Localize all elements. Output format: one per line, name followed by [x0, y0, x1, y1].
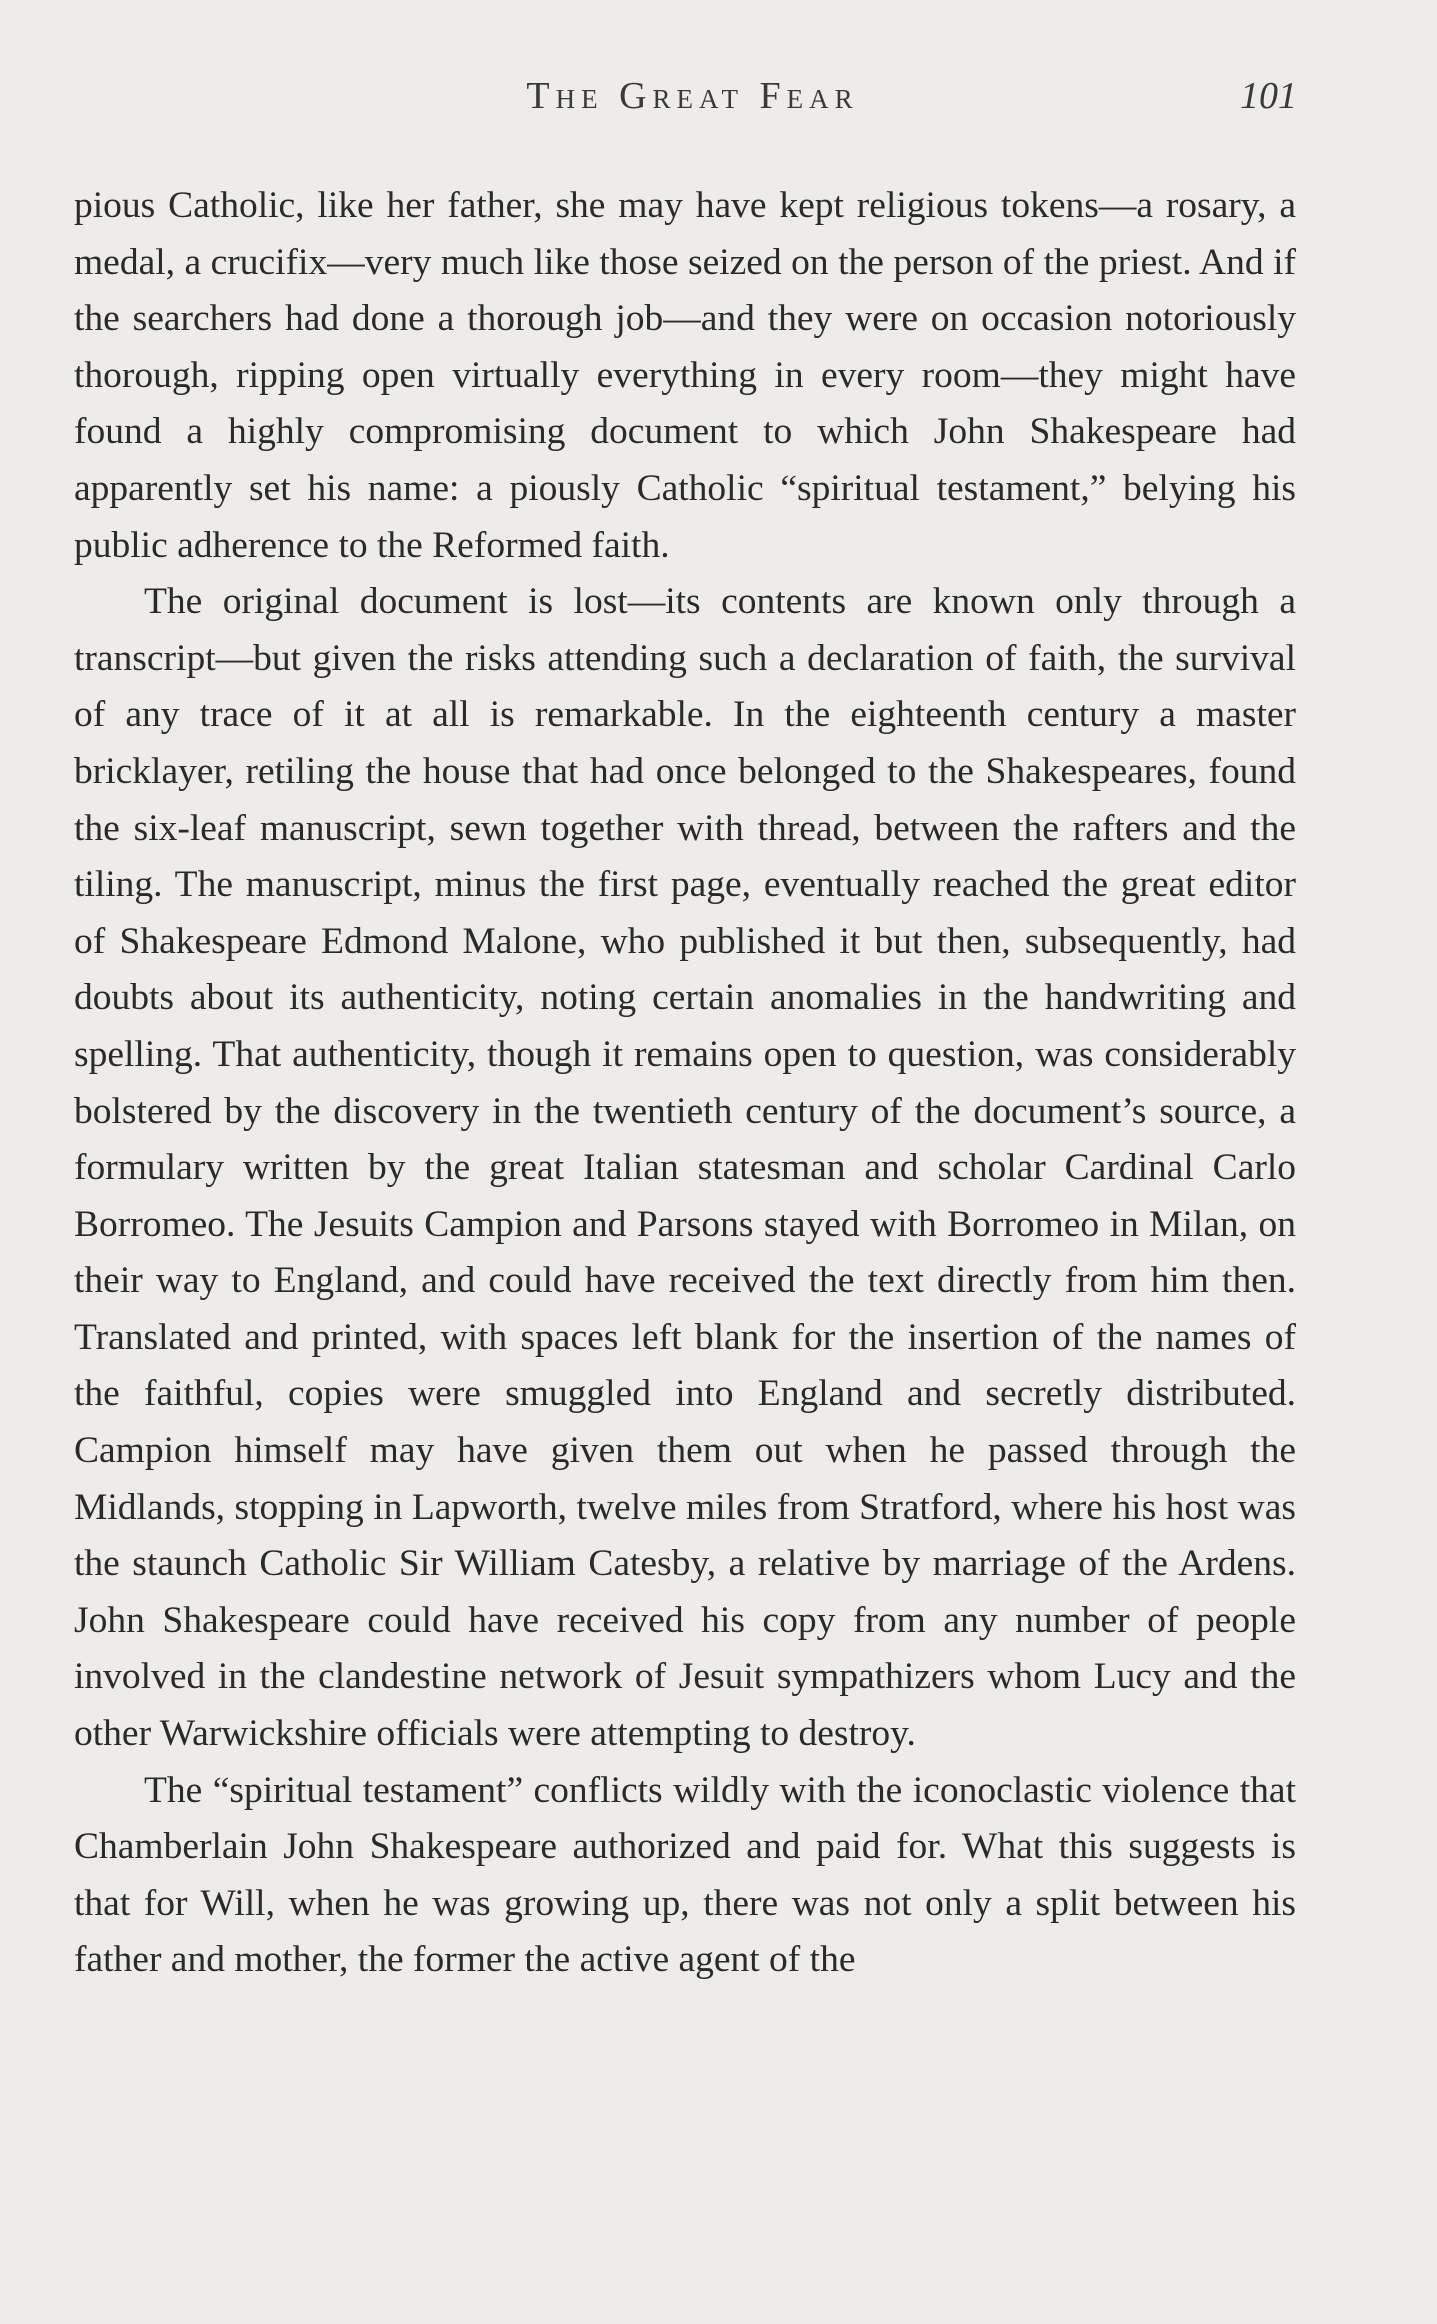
running-title: The Great Fear [526, 75, 859, 117]
paragraph-2: The original document is lost—its contents are known only through a transcript—but given the risks attending such a declaration of faith, the survival of any trace of it at all is remarkable. In the eighteenth century a master bricklayer, retiling the house that had once belonged to the Shakespeares, found the six-leaf manuscript, sewn together with thread, between the rafters and the tiling. The manuscript, minus the first page, eventually reached the great editor of Shakespeare Edmond Malone, who published it but then, subsequently, had doubts about its authenticity, noting certain anomalies in the handwriting and spelling. That authenticity, though it remains open to question, was considerably bolstered by the discovery in the twentieth century of the document’s source, a formulary written by the great Italian statesman and scholar Cardinal Carlo Borromeo. The Jesuits Campion and Parsons stayed with Borromeo in Milan, on their way to England, and could have received the text directly from him then. Translated and printed, with spaces left blank for the insertion of the names of the faithful, copies were smuggled into England and secretly distributed. Campion himself may have given them out when he passed through the Midlands, stopping in Lapworth, twelve miles from Stratford, where his host was the staunch Catholic Sir William Catesby, a relative by marriage of the Ardens. John Shakespeare could have received his copy from any number of people involved in the clandestine network of Jesuit sympathizers whom Lucy and the other Warwickshire officials were attempting to destroy. [74, 581, 1296, 1755]
body-text [74, 178, 1296, 1989]
running-head [0, 74, 1437, 124]
paragraph-3: The “spiritual testament” conflicts wildly with the iconoclastic violence that Chamberlain John Shakespeare authorized and paid for. What this suggests is that for Will, when he was growing up, there was not only a split between his father and mother, the former the active agent of the [74, 1769, 1296, 1981]
paragraph-1: pious Catholic, like her father, she may have kept religious tokens—a rosary, a medal, a crucifix—very much like those seized on the person of the priest. And if the searchers had done a thorough job—and they were on occasion notoriously thorough, ripping open virtually everything in every room—they might have found a highly compromising document to which John Shakespeare had apparently set his name: a piously Catholic “spiritual testament,” belying his public adherence to the Reformed faith. [74, 185, 1296, 566]
page-number: 101 [1240, 75, 1297, 117]
